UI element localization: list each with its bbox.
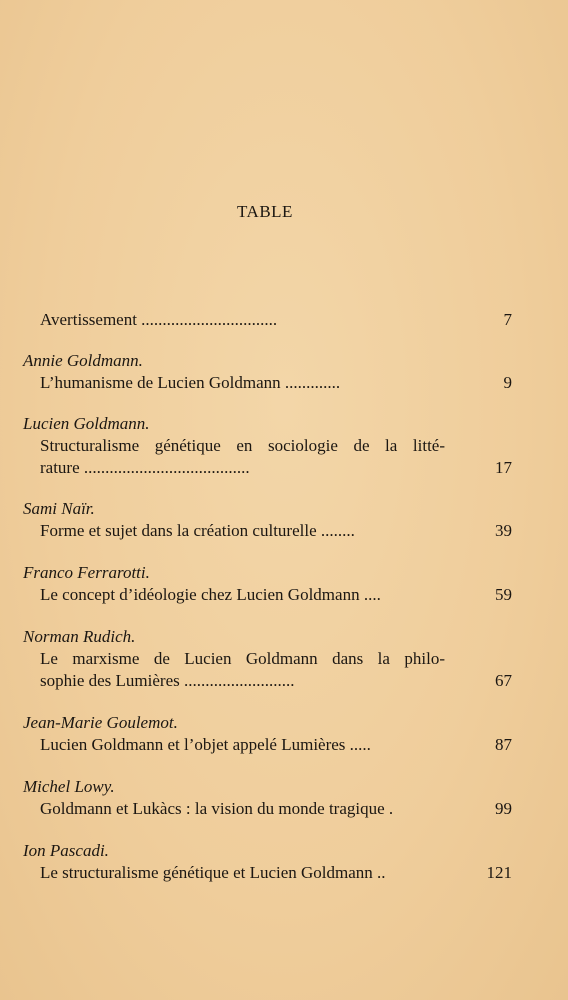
toc-title: Avertissement ................................ xyxy=(40,310,278,329)
toc-title: Lucien Goldmann et l’objet appelé Lumières ..... xyxy=(40,735,371,754)
toc-author: Lucien Goldmann. xyxy=(23,414,150,433)
toc-author: Ion Pascadi. xyxy=(23,841,109,860)
toc-title: Le concept d’idéologie chez Lucien Goldmann .... xyxy=(40,585,381,604)
toc-title: Le structuralisme génétique et Lucien Goldmann .. xyxy=(40,863,386,882)
toc-author: Annie Goldmann. xyxy=(23,351,143,370)
toc-author: Jean-Marie Goulemot. xyxy=(23,713,178,732)
toc-page-number: 99 xyxy=(495,799,512,818)
toc-title: L’humanisme de Lucien Goldmann ............. xyxy=(40,373,341,392)
toc-title-continued: sophie des Lumières .......................... xyxy=(40,671,295,690)
toc-title: Le marxisme de Lucien Goldmann dans la philo- xyxy=(40,649,445,668)
page-title: TABLE xyxy=(237,202,293,221)
toc-title: Structuralisme génétique en sociologie de la litté- xyxy=(40,436,445,455)
toc-author: Sami Naïr. xyxy=(23,499,95,518)
toc-page-number: 9 xyxy=(503,373,512,392)
toc-page-number: 59 xyxy=(495,585,512,604)
toc-title: Forme et sujet dans la création culturelle ........ xyxy=(40,521,355,540)
toc-page-number: 87 xyxy=(495,735,512,754)
toc-page-number: 17 xyxy=(495,458,512,477)
toc-author: Franco Ferrarotti. xyxy=(23,563,150,582)
toc-page-number: 39 xyxy=(495,521,512,540)
toc-author: Michel Lowy. xyxy=(23,777,115,796)
toc-page-number: 67 xyxy=(495,671,512,690)
toc-author: Norman Rudich. xyxy=(23,627,136,646)
toc-title-continued: rature ....................................... xyxy=(40,458,250,477)
toc-page-number: 7 xyxy=(503,310,512,329)
toc-page-number: 121 xyxy=(486,863,512,882)
toc-title: Goldmann et Lukàcs : la vision du monde tragique . xyxy=(40,799,394,818)
